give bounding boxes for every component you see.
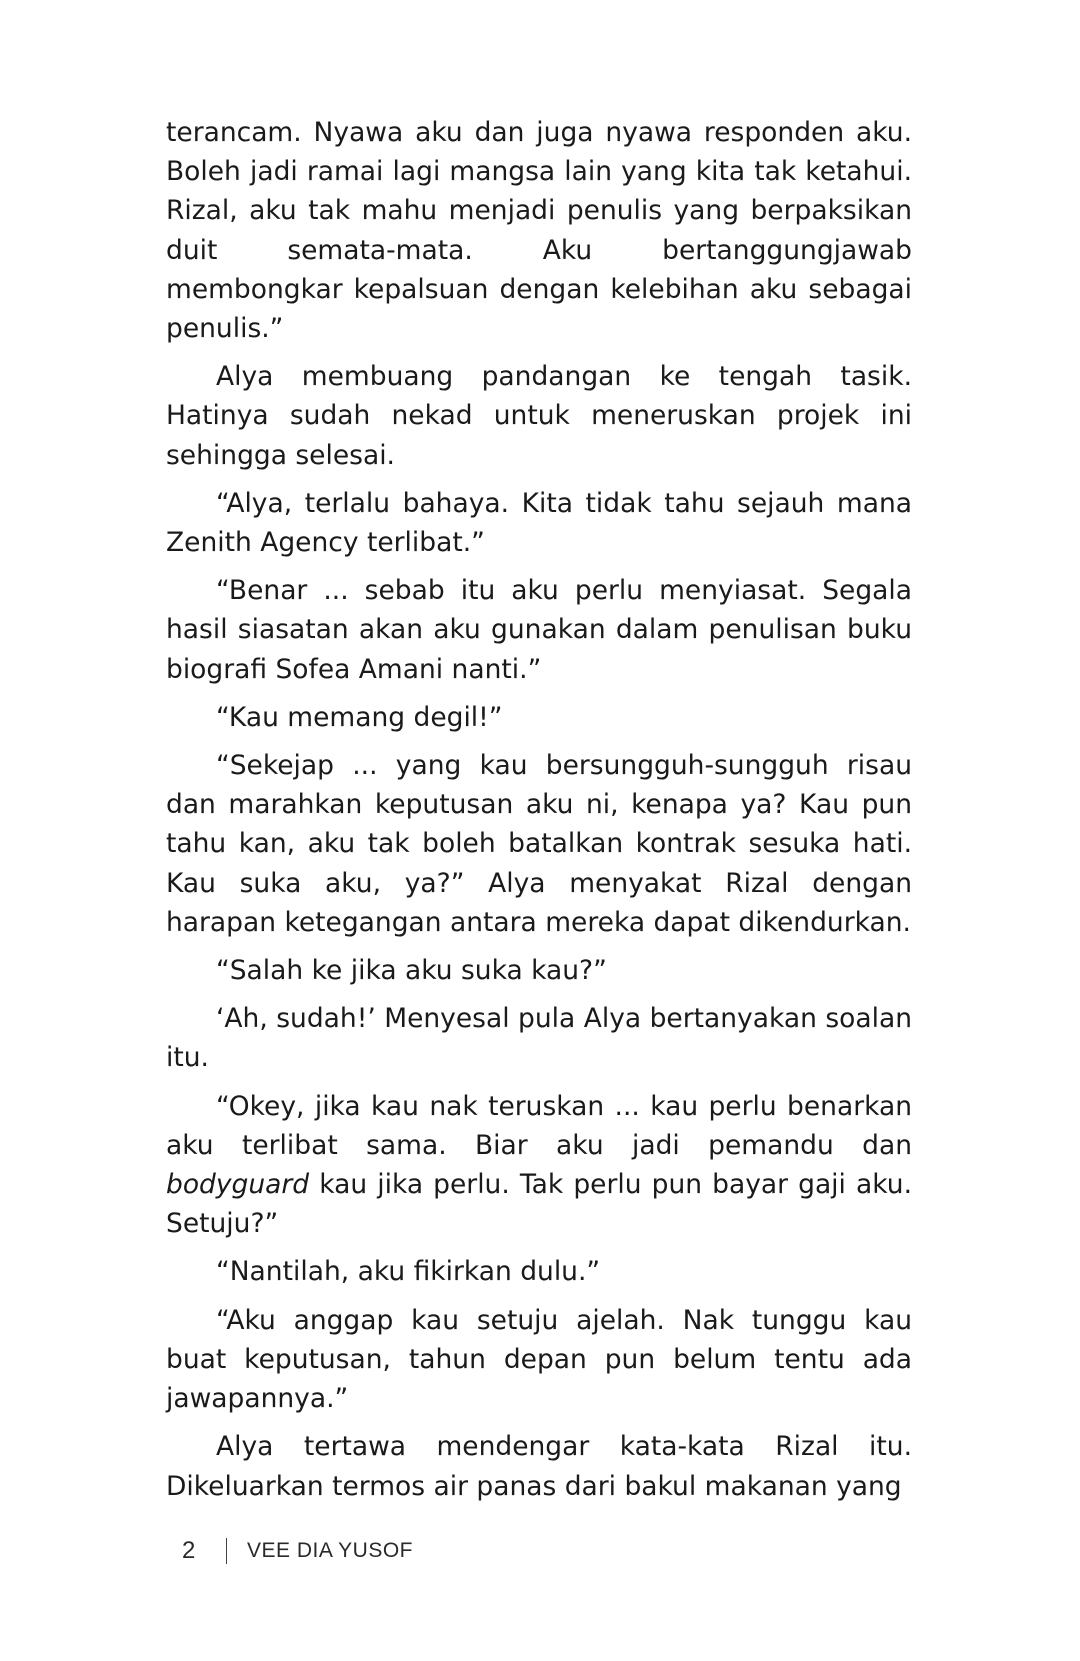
paragraph: terancam. Nyawa aku dan juga nyawa responden aku. Boleh jadi ramai lagi mangsa lain yang kita tak ketahui. Rizal, aku tak mahu menjadi penulis yang berpaksikan duit semata-mata. Aku bertanggungjawab membongkar kepalsuan dengan kelebihan aku sebagai penulis.” xyxy=(166,117,912,345)
paragraph: “Alya, terlalu bahaya. Kita tidak tahu sejauh mana Zenith Agency terlibat.” xyxy=(166,487,912,559)
paragraph: Alya membuang pandangan ke tengah tasik. Hatinya sudah nekad untuk meneruskan projek ini sehingga selesai. xyxy=(166,361,912,471)
paragraph: ‘Ah, sudah!’ Menyesal pula Alya bertanyakan soalan itu. xyxy=(166,1003,912,1074)
paragraph-text: “Okey, jika kau nak teruskan ... kau perlu benarkan aku terlibat sama. Biar aku jadi pemandu dan xyxy=(166,1090,912,1161)
body-text xyxy=(166,113,912,1515)
paragraph: “Sekejap ... yang kau bersungguh-sungguh risau dan marahkan keputusan aku ni, kenapa ya? Kau pun tahu kan, aku tak boleh batalkan kontrak sesuka hati. Kau suka aku, ya?” Alya menyakat Rizal dengan harapan ketegangan antara mereka dapat dikendurkan. xyxy=(166,750,912,938)
paragraph: “Nantilah, aku fikirkan dulu.” xyxy=(216,1256,601,1288)
paragraph: Alya tertawa mendengar kata-kata Rizal itu. Dikeluarkan termos air panas dari bakul makanan yang xyxy=(166,1431,912,1502)
paragraph: “Aku anggap kau setuju ajelah. Nak tunggu kau buat keputusan, tahun depan pun belum tentu ada jawapannya.” xyxy=(166,1304,912,1415)
author-name: VEE DIA YUSOF xyxy=(247,1539,413,1562)
paragraph-text: kau jika perlu. Tak perlu pun bayar gaji aku. Setuju?” xyxy=(166,1169,912,1240)
page-footer xyxy=(182,1533,413,1569)
paragraph xyxy=(166,1087,912,1244)
paragraph: “Salah ke jika aku suka kau?” xyxy=(216,955,607,987)
page-number: 2 xyxy=(182,1537,196,1564)
paragraph: “Benar ... sebab itu aku perlu menyiasat. Segala hasil siasatan akan aku gunakan dalam penulisan buku biografi Sofea Amani nanti.” xyxy=(166,575,912,685)
italic-term: bodyguard xyxy=(166,1169,310,1201)
paragraph: “Kau memang degil!” xyxy=(216,701,503,733)
footer-divider xyxy=(226,1538,227,1564)
